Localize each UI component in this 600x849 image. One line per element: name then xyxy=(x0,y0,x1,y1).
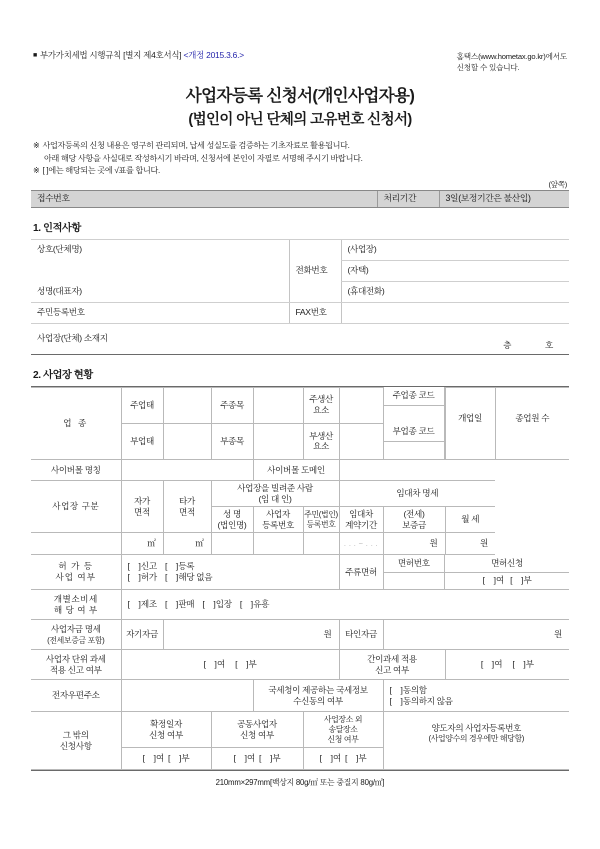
form-notes xyxy=(31,140,569,178)
page-side-marker: (앞쪽) xyxy=(548,179,567,189)
license-label xyxy=(31,555,121,590)
law-reference-text: 부가가치세법 시행규칙 [별지 제4호서식] xyxy=(40,50,182,60)
consent-opt-agree: 동의함 xyxy=(402,684,427,695)
hometax-notice-line1: 홈택스(www.hometax.go.kr)에서도 xyxy=(456,52,567,61)
lease-group-label: 임대차 명세 xyxy=(339,481,495,507)
cybermall-domain-value[interactable] xyxy=(339,460,495,481)
unit-tax-row xyxy=(31,650,569,680)
simple-tax-no: 부 xyxy=(525,659,534,670)
cybermall-name-value[interactable] xyxy=(121,460,253,481)
simple-tax-label xyxy=(339,650,445,680)
sub-item-value[interactable] xyxy=(253,423,303,460)
deposit-value[interactable] xyxy=(383,533,445,555)
main-industry-code-value[interactable] xyxy=(384,405,445,423)
email-row xyxy=(31,680,569,712)
rented-area-value[interactable] xyxy=(163,533,211,555)
consent-label xyxy=(253,680,383,712)
business-status-table xyxy=(31,387,569,771)
fixed-date-no: 부 xyxy=(181,753,190,764)
funds-row xyxy=(31,620,569,650)
license-opt-permit: 허가 xyxy=(140,572,157,583)
hometax-notice xyxy=(457,50,567,73)
lessor-bizno-line2: 등록번호 xyxy=(262,519,294,530)
floor-unit-label: 층 xyxy=(503,340,512,351)
unit-tax-options[interactable]: [ ]여 [ ]부 xyxy=(121,650,339,680)
delivery-place-line2: 송달장소 xyxy=(328,724,358,734)
law-reference xyxy=(33,50,244,60)
excise-options[interactable]: [ ]제조 [ ]판매 [ ]입장 [ ]유흥 xyxy=(121,590,569,620)
license-number-label: 면허번호 xyxy=(384,555,445,572)
license-apply-options[interactable]: [ ]여 [ ]부 xyxy=(482,575,532,586)
paper-spec-footer: 210mm×297mm[백상지 80g/㎡ 또는 중질지 80g/㎡] xyxy=(215,778,385,788)
main-type-label: 주업태 xyxy=(121,387,163,423)
trade-name-value[interactable] xyxy=(31,260,289,281)
open-date-cell[interactable] xyxy=(445,387,495,460)
law-revision-date: <개정 2015.3.6.> xyxy=(183,50,244,60)
consent-disagree-row[interactable]: [ ]동의하지 않음 xyxy=(389,695,453,706)
license-label-line2: 사업 여부 xyxy=(55,572,97,583)
sub-production-label: 부생산 요소 xyxy=(303,423,339,460)
rented-area-label: 타가 면적 xyxy=(163,481,211,533)
rented-area-unit: ㎡ xyxy=(195,538,204,549)
fixed-date-options[interactable]: [ ]여 [ ]부 xyxy=(121,748,211,770)
phone-office-field[interactable]: (사업장) xyxy=(341,239,569,260)
license-options-line2[interactable]: [ ]허가 [ ]해당 없음 xyxy=(127,572,213,583)
fixed-date-line1: 확정일자 xyxy=(150,718,182,729)
main-type-value[interactable] xyxy=(163,387,211,423)
unit-tax-label xyxy=(31,650,121,680)
phone-home-field[interactable]: (자택) xyxy=(341,260,569,281)
excise-opt-entertain: 유흥 xyxy=(253,599,270,610)
lessor-group-line2: (임 대 인) xyxy=(258,493,292,504)
unit-tax-no: 부 xyxy=(248,659,257,670)
lease-period-line1: 임대차 xyxy=(349,508,373,519)
premise-header-row-1 xyxy=(31,481,569,507)
transferor-line2: (사업양수의 경우에만 해당함) xyxy=(428,734,524,744)
industry-label: 업 종 xyxy=(31,387,121,460)
premise-label: 사업장 구분 xyxy=(31,481,121,533)
lease-period-value[interactable]: . . . ~ . . . xyxy=(339,533,383,555)
other-label-line2: 신청사항 xyxy=(59,740,92,751)
email-label: 전자우편주소 xyxy=(31,680,121,712)
sub-industry-code-label: 부업종 코드 xyxy=(384,423,445,441)
note-2-text: [ ]에는 해당되는 곳에 √표를 합니다. xyxy=(42,166,160,176)
industry-main-row xyxy=(31,387,569,423)
delivery-place-yes: 여 xyxy=(333,753,341,764)
note-mark-icon-2: ※ xyxy=(33,166,40,176)
lessor-bizno-label xyxy=(253,507,303,533)
consent-label-line2: 수신동의 여부 xyxy=(293,695,343,706)
room-unit-label: 호 xyxy=(545,340,553,351)
monthly-rent-unit: 원 xyxy=(480,538,488,549)
premise-values-row xyxy=(31,533,569,555)
excise-opt-sell: 판매 xyxy=(178,599,195,610)
lessor-resno-value[interactable] xyxy=(303,533,339,555)
premise-value-blank[interactable] xyxy=(31,533,121,555)
joint-biz-no: 부 xyxy=(272,753,281,764)
sub-item-label: 부종목 xyxy=(211,423,253,460)
main-production-value[interactable] xyxy=(339,387,383,423)
simple-tax-yes: 여 xyxy=(494,659,503,670)
license-apply-label: 면허신청 xyxy=(445,555,569,572)
fax-value[interactable] xyxy=(341,302,569,323)
excise-label xyxy=(31,590,121,620)
excise-row xyxy=(31,590,569,620)
resident-id-label: 주민등록번호 xyxy=(31,302,289,323)
main-production-label: 주생산 요소 xyxy=(303,387,339,423)
lessor-resno-line2: 등록번호 xyxy=(306,519,336,529)
section-1-heading: 1. 인적사항 xyxy=(33,222,81,234)
note-line-1b: 아래 해당 사항을 사실대로 작성하시기 바라며, 신청서에 본인이 자필로 서명해 주시기 바랍니다. xyxy=(44,153,363,163)
lease-period-line2: 계약기간 xyxy=(345,519,377,530)
simple-tax-label-line1: 간이과세 적용 xyxy=(367,653,417,664)
excise-opt-admission: 입장 xyxy=(215,599,232,610)
lessor-name-line2: (법인명) xyxy=(217,519,247,530)
main-item-label: 주종목 xyxy=(211,387,253,423)
phone-mobile-field[interactable]: (휴대전화) xyxy=(341,281,569,302)
transferor-line1: 양도자의 사업자등록번호 xyxy=(431,723,521,734)
consent-opt-disagree: 동의하지 않음 xyxy=(402,695,453,706)
delivery-place-options[interactable]: [ ]여 [ ]부 xyxy=(303,748,383,770)
rep-name-label: 성명(대표자) xyxy=(31,281,289,302)
sub-type-value[interactable] xyxy=(163,423,211,460)
unit-tax-label-line1: 사업자 단위 과세 xyxy=(45,653,106,664)
section-2-heading: 2. 사업장 현황 xyxy=(33,369,93,381)
processing-period-label: 처리기간 xyxy=(377,190,439,207)
business-status-wrapper xyxy=(31,386,569,772)
fixed-date-yes: 여 xyxy=(156,753,164,764)
delivery-place-no: 부 xyxy=(358,753,367,764)
other-header-row xyxy=(31,712,569,748)
license-opt-report: 신고 xyxy=(140,561,157,572)
form-sheet xyxy=(31,22,569,828)
own-area-unit: ㎡ xyxy=(147,538,156,549)
consent-agree-row[interactable]: [ ]동의함 xyxy=(389,684,427,695)
business-address-floor-room[interactable] xyxy=(341,323,569,354)
license-opt-register: 등록 xyxy=(178,561,195,572)
other-label xyxy=(31,712,121,770)
lessor-resno-line1: 주민(법인) xyxy=(304,509,338,519)
receipt-bar xyxy=(31,190,569,208)
trade-name-label: 상호(단체명) xyxy=(31,239,289,260)
delivery-place-line1: 사업장소 외 xyxy=(323,714,363,724)
fixed-date-line2: 신청 여부 xyxy=(149,729,183,740)
license-apply-yes: 여 xyxy=(495,575,504,586)
monthly-rent-value[interactable] xyxy=(445,533,495,555)
own-funds-unit: 원 xyxy=(323,629,332,640)
other-funds-value[interactable] xyxy=(383,620,569,650)
other-funds-unit: 원 xyxy=(554,629,562,640)
sub-production-value[interactable] xyxy=(339,423,383,460)
own-funds-value[interactable] xyxy=(163,620,339,650)
fixed-date-label xyxy=(121,712,211,748)
deposit-line1: (전세) xyxy=(403,508,425,519)
alcohol-license-label: 주류면허 xyxy=(339,555,383,590)
funds-label-line1: 사업자금 명세 xyxy=(50,623,101,634)
license-options[interactable] xyxy=(121,555,339,590)
unit-tax-label-line2: 적용 신고 여부 xyxy=(49,664,102,675)
own-area-value[interactable] xyxy=(121,533,163,555)
bullet-square-icon: ■ xyxy=(33,52,38,59)
deposit-label xyxy=(383,507,445,533)
receipt-row xyxy=(31,190,569,207)
consent-options[interactable] xyxy=(383,680,569,712)
email-value[interactable] xyxy=(121,680,253,712)
own-funds-label: 자기자금 xyxy=(121,620,163,650)
fax-label: FAX번호 xyxy=(289,302,341,323)
joint-biz-options[interactable]: [ ]여 [ ]부 xyxy=(211,748,303,770)
hometax-notice-line2: 신청할 수 있습니다. xyxy=(456,63,520,72)
receipt-number-value[interactable] xyxy=(119,190,377,207)
note-line-2 xyxy=(33,165,569,178)
employees-label: 종업원 수 xyxy=(515,413,550,424)
note-mark-icon: ※ xyxy=(33,141,40,150)
cybermall-row xyxy=(31,460,569,481)
license-options-line1[interactable]: [ ]신고 [ ]등록 xyxy=(127,561,195,572)
resident-id-row xyxy=(31,302,569,323)
business-address-label: 사업장(단체) 소재지 xyxy=(37,333,108,344)
funds-label-line2: (전세보증금 포함) xyxy=(47,635,105,645)
funds-label xyxy=(31,620,121,650)
unit-tax-yes: 여 xyxy=(216,659,225,670)
license-number-value[interactable] xyxy=(384,572,445,589)
trade-name-row xyxy=(31,239,569,260)
lessor-name-label xyxy=(211,507,253,533)
phone-label: 전화번호 xyxy=(289,239,341,302)
other-label-line1: 그 밖의 xyxy=(62,729,89,740)
delivery-place-label xyxy=(303,712,383,748)
header-top-line xyxy=(31,22,569,73)
license-label-line1: 허 가 등 xyxy=(58,561,94,572)
personal-info-table xyxy=(31,239,569,355)
lease-period-label xyxy=(339,507,383,533)
other-funds-label: 타인자금 xyxy=(339,620,383,650)
consent-label-line1: 국세청이 제공하는 국세정보 xyxy=(268,684,368,695)
lessor-name-value[interactable] xyxy=(211,533,253,555)
lessor-resno-label xyxy=(303,507,339,533)
sub-industry-code-value[interactable] xyxy=(384,441,445,459)
excise-label-line1: 개별소비세 xyxy=(53,593,98,604)
license-row xyxy=(31,555,569,590)
form-title-sub: (법인이 아닌 단체의 고유번호 신청서) xyxy=(188,112,412,128)
main-industry-code-label: 주업종 코드 xyxy=(384,387,445,405)
processing-period-value: 3일(보정기간은 불산입) xyxy=(439,190,569,207)
license-apply-no: 부 xyxy=(523,575,532,586)
cybermall-domain-label: 사이버몰 도메인 xyxy=(253,460,339,481)
excise-opt-manufacture: 제조 xyxy=(140,599,157,610)
monthly-rent-label: 월 세 xyxy=(445,507,495,533)
simple-tax-label-line2: 신고 여부 xyxy=(375,664,409,675)
lessor-bizno-value[interactable] xyxy=(253,533,303,555)
lessor-bizno-line1: 사업자 xyxy=(266,508,290,519)
lessor-name-line1: 성 명 xyxy=(223,508,241,519)
form-title-main: 사업자등록 신청서(개인사업자용) xyxy=(185,87,415,105)
receipt-number-label: 접수번호 xyxy=(31,190,119,207)
delivery-place-line3: 신청 여부 xyxy=(327,734,359,744)
license-opt-none: 해당 없음 xyxy=(178,572,213,583)
joint-biz-yes: 여 xyxy=(247,753,255,764)
own-area-label: 자가 면적 xyxy=(121,481,163,533)
note-1-text: 사업자등록의 신청 내용은 영구히 관리되며, 납세 성실도를 검증하는 기초자료로 활용됩니다. xyxy=(42,141,350,150)
lessor-group-line1: 사업장을 빌려준 사람 xyxy=(237,482,313,493)
lessor-group-label xyxy=(211,481,339,507)
employees-cell[interactable] xyxy=(495,387,569,460)
transferor-cell[interactable] xyxy=(383,712,569,770)
cybermall-name-label: 사이버몰 명칭 xyxy=(31,460,121,481)
main-item-value[interactable] xyxy=(253,387,303,423)
simple-tax-options[interactable]: [ ]여 [ ]부 xyxy=(445,650,569,680)
note-line-1 xyxy=(33,140,569,153)
deposit-unit: 원 xyxy=(429,538,438,549)
business-address-row xyxy=(31,323,569,354)
open-date-label: 개업일 xyxy=(458,413,482,424)
joint-biz-label xyxy=(211,712,303,748)
deposit-line2: 보증금 xyxy=(402,519,426,530)
sub-type-label: 부업태 xyxy=(121,423,163,460)
joint-biz-line1: 공동사업자 xyxy=(237,718,277,729)
joint-biz-line2: 신청 여부 xyxy=(240,729,274,740)
excise-label-line2: 해 당 여 부 xyxy=(53,604,98,615)
